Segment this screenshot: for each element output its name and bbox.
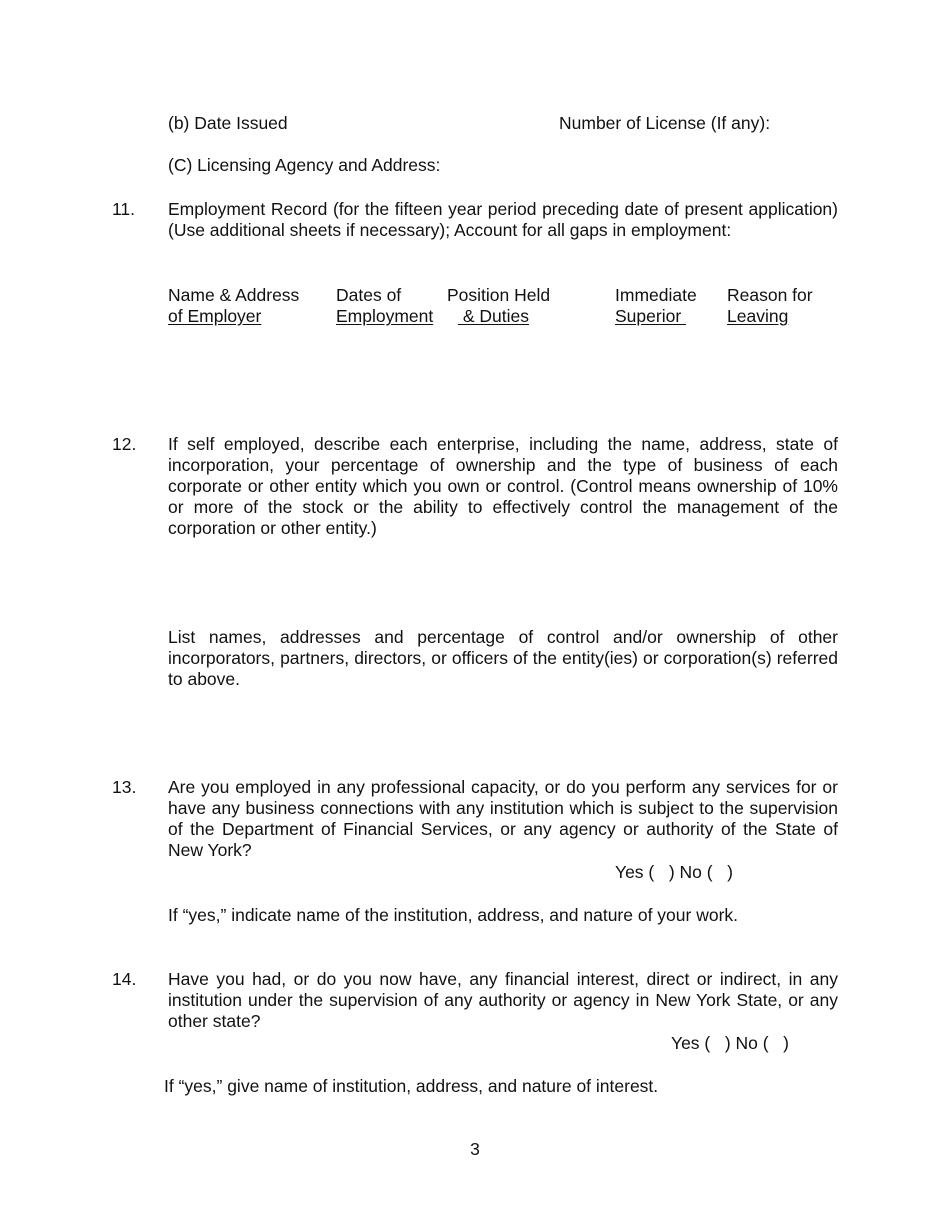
question-12-followup: List names, addresses and percentage of control and/or ownership of other incorporators, partners, directors, or officers of the entity(ies) or corporation(s) referred to above. — [168, 627, 838, 689]
question-13-yes-no[interactable]: Yes ( ) No ( ) — [615, 862, 733, 882]
column-position-line1: Position Held — [447, 285, 551, 305]
column-employer-line1: Name & Address — [168, 285, 300, 305]
question-14-yes-no[interactable]: Yes ( ) No ( ) — [671, 1033, 789, 1053]
question-14-number: 14. — [112, 969, 137, 989]
question-11-number: 11. — [112, 199, 136, 219]
page-number: 3 — [470, 1139, 480, 1159]
column-reason-line1: Reason for — [727, 285, 813, 305]
license-number-label: Number of License (If any): — [559, 113, 771, 133]
column-superior-line2: Superior — [615, 306, 687, 326]
column-position-line2: & Duties — [458, 306, 529, 326]
question-11-text: Employment Record (for the fifteen year period preceding date of present application) (Use additional sheets if necessary); Account for all gaps in employment: — [168, 199, 838, 240]
licensing-agency-label: (C) Licensing Agency and Address: — [168, 155, 441, 175]
column-dates-line2: Employment — [336, 306, 434, 326]
column-superior-line1: Immediate — [615, 285, 697, 305]
question-12-number: 12. — [112, 434, 137, 454]
column-dates-line1: Dates of — [336, 285, 402, 305]
question-13-text: Are you employed in any professional capacity, or do you perform any services for or have any business connections with any institution which is subject to the supervision of the Department of Financial Services, or any agency or authority of the State of New York? — [168, 777, 838, 860]
question-12-text: If self employed, describe each enterprise, including the name, address, state of incorporation, your percentage of ownership and the type of business of each corporate or other entity which you own or control. (Control means ownership of 10% or more of the stock or the ability to effectively control the management of the corporation or other entity.) — [168, 434, 838, 538]
question-14-followup: If “yes,” give name of institution, address, and nature of interest. — [164, 1076, 659, 1096]
date-issued-label: (b) Date Issued — [168, 113, 288, 133]
column-reason-line2: Leaving — [727, 306, 789, 326]
question-14-text: Have you had, or do you now have, any financial interest, direct or indirect, in any institution under the supervision of any authority or agency in New York State, or any other state? — [168, 969, 838, 1031]
column-employer-line2: of Employer — [168, 306, 262, 326]
question-13-number: 13. — [112, 777, 137, 797]
question-13-followup: If “yes,” indicate name of the institution, address, and nature of your work. — [168, 905, 739, 925]
